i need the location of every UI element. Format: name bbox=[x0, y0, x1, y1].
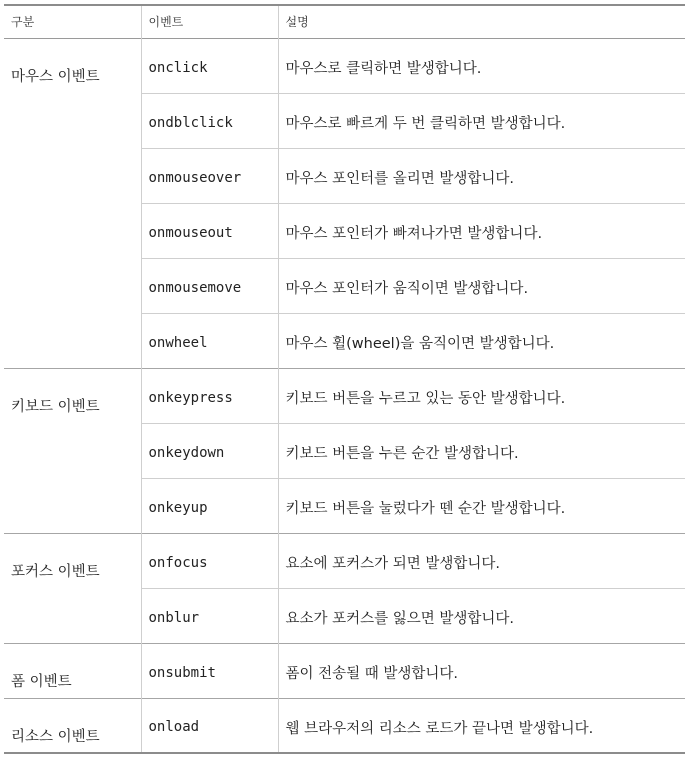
event-name-cell: onload bbox=[141, 698, 278, 753]
category-cell: 키보드 이벤트 bbox=[4, 368, 141, 533]
event-description-cell: 마우스 포인터가 움직이면 발생합니다. bbox=[285, 281, 529, 297]
header-event: 이벤트 bbox=[141, 5, 278, 38]
event-name-cell: onkeydown bbox=[141, 423, 278, 478]
event-table-container bbox=[4, 4, 685, 754]
table-row bbox=[4, 38, 685, 93]
event-description-cell: 마우스 휠(wheel)을 움직이면 발생합니다. bbox=[285, 336, 555, 352]
event-description-cell: 요소가 포커스를 잃으면 발생합니다. bbox=[285, 611, 515, 627]
event-description-cell: 웹 브라우저의 리소스 로드가 끝나면 발생합니다. bbox=[285, 720, 594, 737]
event-name-cell: onkeyup bbox=[141, 478, 278, 533]
event-description-cell: 마우스 포인터가 빠져나가면 발생합니다. bbox=[285, 226, 543, 242]
event-table bbox=[4, 4, 685, 754]
event-name-cell: onsubmit bbox=[141, 643, 278, 698]
header-row bbox=[4, 5, 685, 38]
category-cell: 포커스 이벤트 bbox=[4, 533, 141, 643]
event-description-cell: 요소에 포커스가 되면 발생합니다. bbox=[285, 556, 501, 572]
header-description: 설명 bbox=[285, 15, 309, 30]
event-description-cell: 키보드 버튼을 눌렀다가 뗀 순간 발생합니다. bbox=[285, 501, 566, 517]
event-name-cell: onclick bbox=[141, 38, 278, 93]
table-row bbox=[4, 643, 685, 698]
table-row bbox=[4, 533, 685, 588]
event-name-cell: onfocus bbox=[141, 533, 278, 588]
category-cell: 폼 이벤트 bbox=[4, 643, 141, 698]
event-description-cell: 키보드 버튼을 누른 순간 발생합니다. bbox=[285, 446, 519, 462]
category-cell: 마우스 이벤트 bbox=[4, 38, 141, 368]
event-description-cell: 키보드 버튼을 누르고 있는 동안 발생합니다. bbox=[285, 391, 566, 407]
table-header bbox=[4, 5, 685, 38]
table-row bbox=[4, 698, 685, 753]
category-cell: 리소스 이벤트 bbox=[4, 698, 141, 753]
table-body bbox=[4, 38, 685, 753]
event-name-cell: onmouseover bbox=[141, 148, 278, 203]
event-description-cell: 마우스 포인터를 올리면 발생합니다. bbox=[285, 171, 515, 187]
event-name-cell: onmouseout bbox=[141, 203, 278, 258]
header-category: 구분 bbox=[4, 5, 141, 38]
event-name-cell: ondblclick bbox=[141, 93, 278, 148]
event-name-cell: onkeypress bbox=[141, 368, 278, 423]
event-name-cell: onmousemove bbox=[141, 258, 278, 313]
event-description-cell: 마우스로 클릭하면 발생합니다. bbox=[285, 61, 482, 77]
event-description-cell: 폼이 전송될 때 발생합니다. bbox=[285, 666, 459, 682]
table-row bbox=[4, 368, 685, 423]
event-name-cell: onblur bbox=[141, 588, 278, 643]
event-name-cell: onwheel bbox=[141, 313, 278, 368]
event-description-cell: 마우스로 빠르게 두 번 클릭하면 발생합니다. bbox=[285, 116, 566, 132]
